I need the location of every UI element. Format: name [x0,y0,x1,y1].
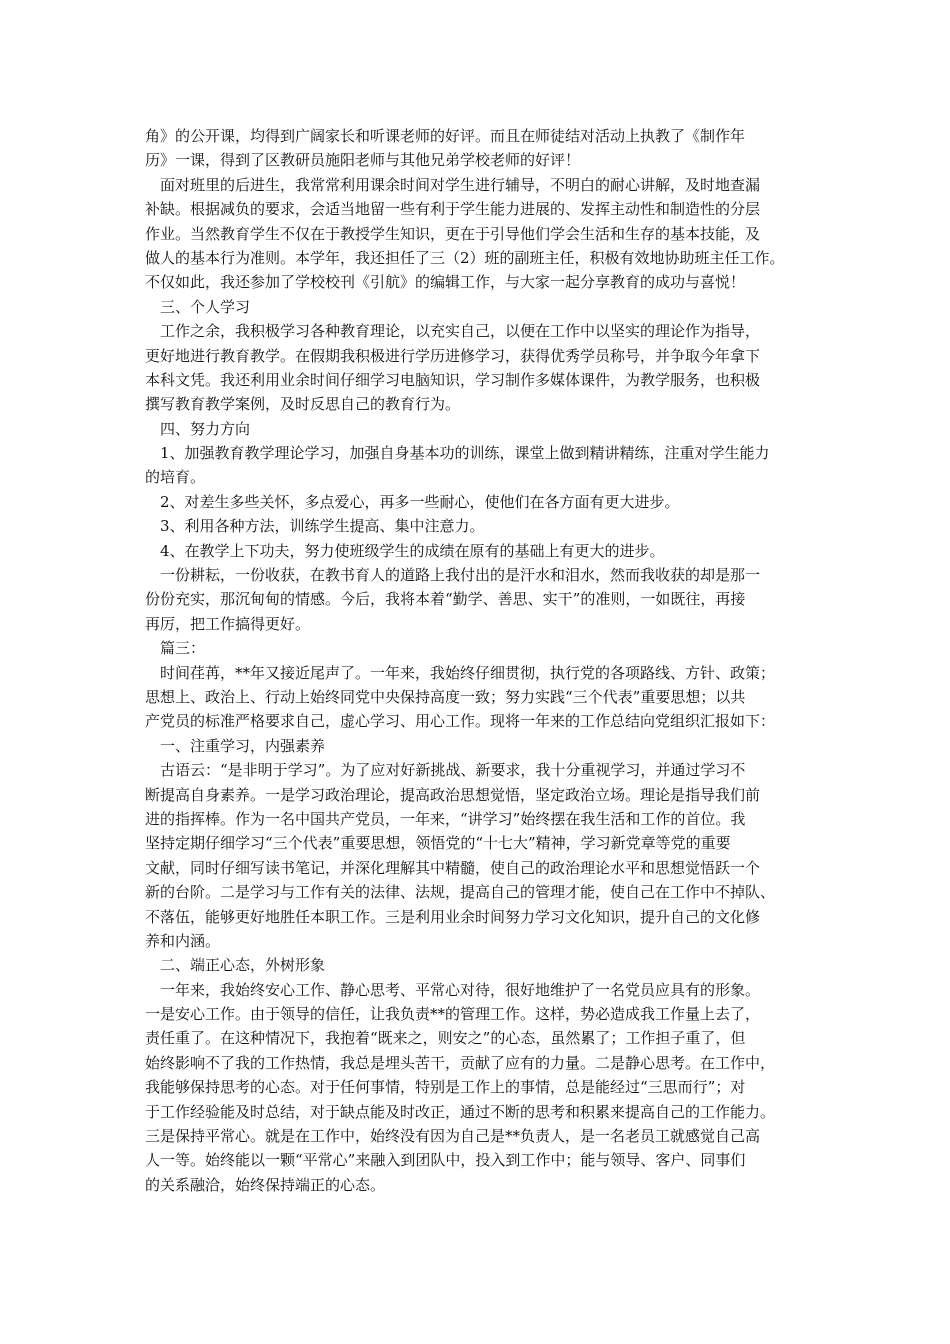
text-line: 2、对差生多些关怀，多点爱心，再多一些耐心，使他们在各方面有更大进步。 [160,492,680,511]
text-line: 三、个人学习 [160,297,251,316]
text-line: 一份耕耘，一份收获，在教书育人的道路上我付出的是汗水和泪水，然而我收获的却是那一 [160,566,761,585]
text-line: 角》的公开课，均得到广阔家长和听课老师的好评。而且在师徒结对活动上执教了《制作年 [145,127,746,145]
text-line: 历》一课，得到了区教研员施阳老师与其他兄弟学校老师的好评！ [145,151,581,170]
text-line: 一是安心工作。由于领导的信任，让我负责**的管理工作。这样，势必造成我工作量上去了， [145,1005,761,1024]
text-line: 一年来，我始终安心工作、静心思考、平常心对待，很好地维护了一名党员应具有的形象。 [160,980,761,999]
text-line: 再厉，把工作搞得更好。 [145,614,311,633]
text-line: 面对班里的后进生，我常常利用课余时间对学生进行辅导，不明白的耐心讲解，及时地查漏 [160,175,761,194]
text-line: 文献，同时仔细写读书笔记，并深化理解其中精髓，使自己的政治理论水平和思想觉悟跃一个 [145,858,761,877]
text-line: 四、努力方向 [160,419,251,438]
text-line: 一、注重学习，内强素养 [160,736,326,755]
text-line: 于工作经验能及时总结，对于缺点能及时改正，通过不断的思考和积累来提高自己的工作能力。 [145,1102,776,1121]
text-line: 份份充实，那沉甸甸的情感。今后，我将本着“勤学、善思、实干”的准则，一如既往，再接 [145,590,746,609]
text-line: 我能够保持思考的心态。对于任何事情，特别是工作上的事情，总是能经过“三思而行”；对 [145,1078,746,1097]
text-line: 古语云：“是非明于学习”。为了应对好新挑战、新要求，我十分重视学习，并通过学习不 [160,761,746,780]
text-line: 4、在教学上下功夫，努力使班级学生的成绩在原有的基础上有更大的进步。 [160,541,665,560]
text-line: 1、加强教育教学理论学习，加强自身基本功的训练，课堂上做到精讲精练，注重对学生能力 [160,444,770,463]
text-line: 养和内涵。 [145,931,221,950]
text-line: 思想上、政治上、行动上始终同党中央保持高度一致；努力实践“三个代表”重要思想；以共 [145,687,746,706]
text-line: 不落伍，能够更好地胜任本职工作。三是利用业余时间努力学习文化知识，提升自己的文化修 [145,907,761,926]
text-line: 时间荏苒，**年又接近尾声了。一年来，我始终仔细贯彻，执行党的各项路线、方针、政策； [160,663,776,682]
text-line: 撰写教育教学案例，及时反思自己的教育行为。 [145,395,461,414]
text-line: 不仅如此，我还参加了学校校刊《引航》的编辑工作，与大家一起分享教育的成功与喜悦！ [145,273,746,292]
text-line: 的培育。 [145,468,206,487]
text-line: 的关系融洽，始终保持端正的心态。 [145,1175,386,1194]
text-line: 本科文凭。我还利用业余时间仔细学习电脑知识，学习制作多媒体课件，为教学服务，也积极 [145,370,761,389]
text-line: 人一等。始终能以一颗“平常心”来融入到团队中，投入到工作中；能与领导、客户、同事们 [145,1151,746,1170]
text-line: 3、利用各种方法，训练学生提高、集中注意力。 [160,517,485,536]
text-line: 更好地进行教育教学。在假期我积极进行学历进修学习，获得优秀学员称号，并争取今年拿下 [145,346,761,365]
text-line: 始终影响不了我的工作热情，我总是埋头苦干，贡献了应有的力量。二是静心思考。在工作中， [145,1053,776,1072]
document-body [145,124,830,1197]
text-line: 二、端正心态，外树形象 [160,956,326,975]
text-line: 作业。当然教育学生不仅在于教授学生知识，更在于引导他们学会生活和生存的基本技能，及 [145,224,761,243]
text-line: 篇三： [160,639,206,658]
text-line: 新的台阶。二是学习与工作有关的法律、法规，提高自己的管理才能，使自己在工作中不掉队、 [145,883,776,902]
text-line: 三是保持平常心。就是在工作中，始终没有因为自己是**负责人，是一名老员工就感觉自己高 [145,1127,761,1146]
text-line: 坚持定期仔细学习“三个代表”重要思想，领悟党的“十七大”精神，学习新党章等党的重要 [145,834,731,853]
text-line: 产党员的标准严格要求自己，虚心学习、用心工作。现将一年来的工作总结向党组织汇报如下： [145,712,776,731]
text-line: 做人的基本行为准则。本学年，我还担任了三（2）班的副班主任，积极有效地协助班主任工作。 [145,248,785,267]
text-line: 进的指挥棒。作为一名中国共产党员，一年来，“讲学习”始终摆在我生活和工作的首位。我 [145,809,746,828]
text-line: 责任重了。在这种情况下，我抱着“既来之，则安之”的心态，虽然累了；工作担子重了，但 [145,1029,746,1048]
text-line: 补缺。根据减负的要求，会适当地留一些有利于学生能力进展的、发挥主动性和制造性的分层 [145,200,761,219]
text-line: 工作之余，我积极学习各种教育理论，以充实自己，以便在工作中以坚实的理论作为指导， [160,322,761,341]
text-line: 断提高自身素养。一是学习政治理论，提高政治思想觉悟，坚定政治立场。理论是指导我们前 [145,785,761,804]
